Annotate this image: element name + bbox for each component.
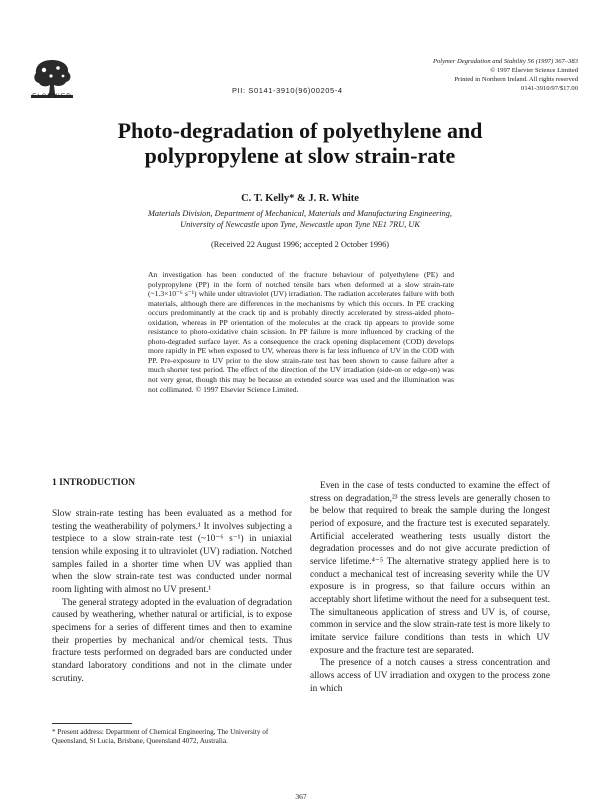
issn-line: 0141-3910/97/$17.00 xyxy=(521,85,578,92)
received-dates: (Received 22 August 1996; accepted 2 October 1996) xyxy=(210,240,390,249)
title-line-1: Photo-degradation of polyethylene and xyxy=(117,118,483,143)
abstract: An investigation has been conducted of the fracture behaviour of polyethylene (PE) and polypropylene (PP) in the form of notched tensile bars when deformed at a slow strain-rate (~1.3×10⁻⁶ s⁻¹) while under ultraviolet (UV) irradiation. The radiation accelerates failure with both materials, although there are differences in the mechanisms by which this occurs. In PE cracking occurs predominantly at the crack tip and is probably directly accelerated by stress-aided photo-oxidation, whereas in PP orientation of the molecules at the crack tip appears to provide some resistance to photo-oxidative chain scission. In PP failure is more influenced by cracking of the photo-degraded surface layer. As a consequence the crack opening displacement (COD) develops more rapidly in PE when exposed to UV, whereas there is far less influence of UV in the COD with PP. Pre-exposure to UV prior to the slow strain-rate test has been shown to cause failure after a much shorter test period. The effect of the direction of the UV irradiation (side-on or edge-on) was not very great, though this may be because an extended source was used and the illumination was not collimated. © 1997 Elsevier Science Limited. xyxy=(148,270,454,394)
paragraph: The presence of a notch causes a stress concentration and allows access of UV irradiation and oxygen to the process zone in which xyxy=(310,658,550,694)
title-line-2: polypropylene at slow strain-rate xyxy=(144,143,456,168)
page-number: 367 xyxy=(295,792,307,801)
affiliation-line-1: Materials Division, Department of Mechanical, Materials and Manufacturing Engineering, xyxy=(148,209,452,218)
paper-title xyxy=(40,118,560,168)
affiliation-line-2: University of Newcastle upon Tyne, Newcastle upon Tyne NE1 7RU, UK xyxy=(180,220,420,229)
affiliation xyxy=(40,208,560,230)
footnote-rule xyxy=(52,723,132,724)
journal-citation: Polymer Degradation and Stability 56 (1997) 367–383 xyxy=(432,58,578,65)
section-heading: 1 INTRODUCTION xyxy=(52,478,136,488)
left-column xyxy=(52,508,292,685)
journal-info xyxy=(390,57,578,93)
printed-line: Printed in Northern Ireland. All rights reserved xyxy=(454,76,578,83)
pii-code: PII: S0141-3910(96)00205-4 xyxy=(232,86,343,95)
footnote: * Present address: Department of Chemical Engineering, The University of Queensland, St Lucia, Brisbane, Queensland 4072, Australia. xyxy=(52,728,269,746)
paragraph: Slow strain-rate testing has been evaluated as a method for testing the weatherability of polymers.¹ It involves subjecting a testpiece to a slow strain-rate test (~10⁻⁶ s⁻¹) in uniaxial tension while exposing it to ultraviolet (UV) radiation. Notched samples failed in a shorter time when UV was applied than when the slow strain-rate test was conducted under normal room lighting with almost no UV present.¹ xyxy=(52,509,292,595)
publisher-name: ELSEVIER xyxy=(32,93,72,100)
author-list: C. T. Kelly* & J. R. White xyxy=(241,193,359,204)
paragraph: The general strategy adopted in the evaluation of degradation caused by weathering, whether natural or artificial, is to expose specimens for a series of different times and then to examine their properties by mechanical and/or chemical tests. Thus fracture tests performed on degraded bars are conducted under standard laboratory conditions and not in the climate under scrutiny. xyxy=(52,597,292,684)
paragraph: Even in the case of tests conducted to examine the effect of stress on degradation,²³ the stress levels are generally chosen to be below that required to break the sample during the longest period of exposure, and the fracture test is executed separately. Artificial accelerated weathering tests usually distort the degradation processes and do not give accurate prediction of service lifetime.⁴⁻⁵ The alternative strategy applied here is to conduct a mechanical test of increasing severity while the UV exposure is in progress, so that failure occurs within an acceptably short lifetime without the need for a subsequent test. The simultaneous application of stress and UV is, of course, common in service and the slow strain-rate test is more likely to imitate service failure conditions than tests in which UV exposure and the fracture test are separated. xyxy=(310,481,550,656)
right-column xyxy=(310,480,550,695)
copyright-line: © 1997 Elsevier Science Limited xyxy=(490,67,578,74)
